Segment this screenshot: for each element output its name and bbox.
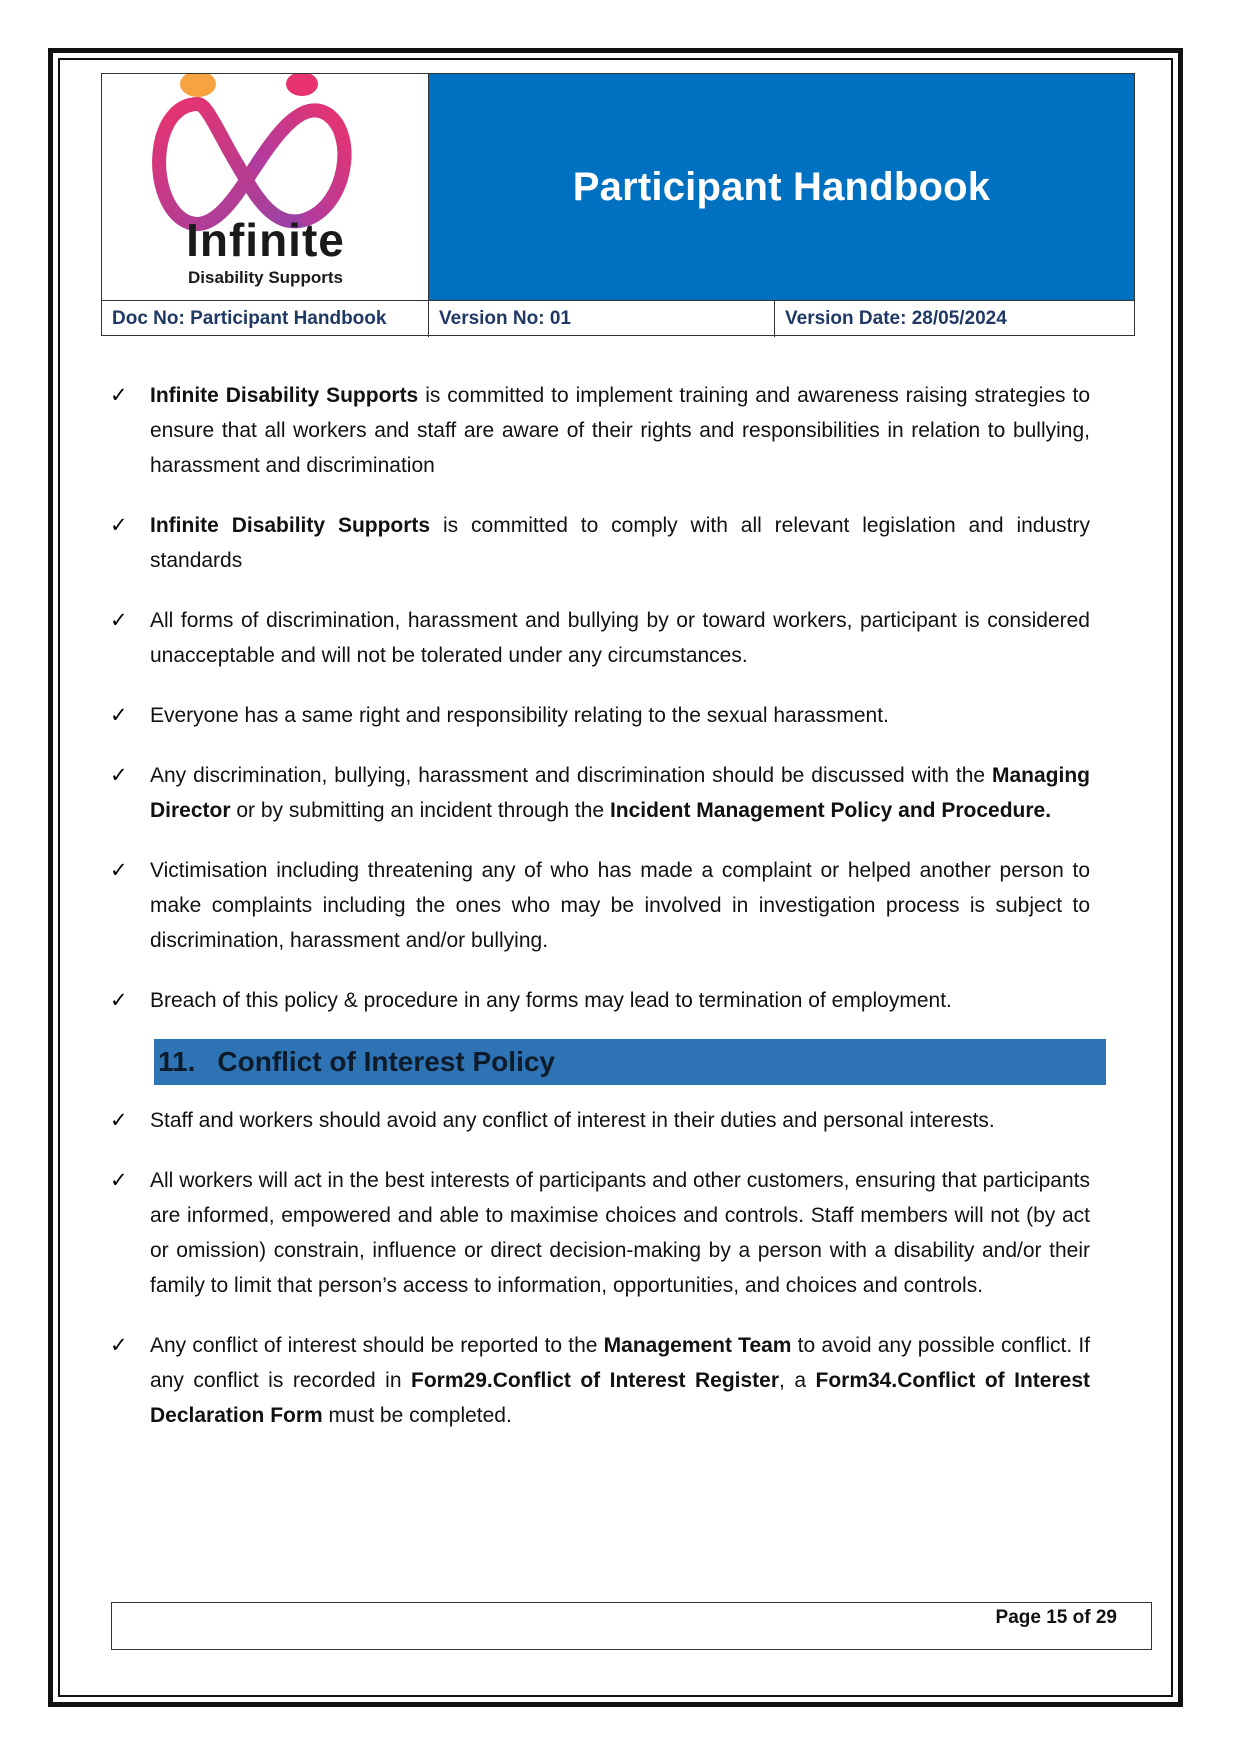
check-mark-icon: ✓ <box>110 383 128 407</box>
check-mark-icon: ✓ <box>110 703 128 727</box>
version-number: Version No: 01 <box>429 301 775 337</box>
document-title: Participant Handbook <box>572 164 991 209</box>
version-date: Version Date: 28/05/2024 <box>785 308 1007 329</box>
document-header <box>101 73 1135 336</box>
check-mark-icon: ✓ <box>110 1168 128 1192</box>
section-title: Conflict of Interest Policy <box>217 1046 555 1077</box>
check-mark-icon: ✓ <box>110 608 128 632</box>
item-text: to avoid any possible conflict. If any conflict is recorded in <box>150 1334 1090 1392</box>
item-text: or by submitting an incident through the <box>230 799 610 822</box>
list-item <box>110 853 1090 958</box>
check-mark-icon: ✓ <box>110 858 128 882</box>
document-body <box>110 378 1090 1458</box>
section-number: 11. <box>158 1046 196 1077</box>
check-mark-icon: ✓ <box>110 1108 128 1132</box>
check-mark-icon: ✓ <box>110 1333 128 1357</box>
list-item <box>110 698 1090 733</box>
list-item <box>110 1103 1090 1138</box>
org-name: Infinite Disability Supports <box>150 384 419 407</box>
meta-row <box>102 300 1134 337</box>
check-mark-icon: ✓ <box>110 513 128 537</box>
item-text: All workers will act in the best interests of participants and other customers, ensuring that participants are informed, empowered and able to maximise choices and controls. Staff members will not (by act or omission) constrain, influence or direct decision-making by a person with a disability and/or their family to limit that person’s access to information, opportunities, and choices and controls. <box>150 1169 1090 1297</box>
check-mark-icon: ✓ <box>110 763 128 787</box>
item-text: Any discrimination, bullying, harassment and discrimination should be discussed with the <box>150 764 992 787</box>
item-text: Any conflict of interest should be reported to the <box>150 1334 604 1357</box>
item-text: Everyone has a same right and responsibility relating to the sexual harassment. <box>150 704 889 727</box>
item-text: Victimisation including threatening any of who has made a complaint or helped another person to make complaints including the ones who may be involved in investigation process is subject to discrimination, harassment and/or bullying. <box>150 859 1090 952</box>
item-text: Breach of this policy & procedure in any forms may lead to termination of employment. <box>150 989 952 1012</box>
item-text: , a <box>779 1369 816 1392</box>
list-item <box>110 508 1090 578</box>
list-item <box>110 1328 1090 1433</box>
org-name: Infinite Disability Supports <box>150 514 431 537</box>
team-name: Management Team <box>603 1334 792 1357</box>
list-item <box>110 1163 1090 1303</box>
list-item <box>110 983 1090 1018</box>
item-text: Staff and workers should avoid any conflict of interest in their duties and personal interests. <box>150 1109 995 1132</box>
section-heading <box>154 1039 1106 1085</box>
title-cell <box>429 74 1134 300</box>
page-number: Page 15 of 29 <box>995 1607 1117 1628</box>
page-footer <box>111 1602 1152 1650</box>
form-reference: Form29.Conflict of Interest Register <box>411 1369 780 1392</box>
list-item <box>110 758 1090 828</box>
doc-number: Doc No: Participant Handbook <box>102 301 429 337</box>
item-text: is committed to implement training and awareness raising strategies to ensure that all workers and staff are aware of their rights and responsibilities in relation to bullying, harassment and discrimination <box>150 384 1090 477</box>
list-item <box>110 603 1090 673</box>
item-text: is committed to comply with all relevant legislation and industry standards <box>150 514 1090 572</box>
brand-tagline: Disability Supports <box>188 268 343 287</box>
item-text: All forms of discrimination, harassment and bullying by or toward workers, participant is considered unacceptable and will not be tolerated under any circumstances. <box>150 609 1090 667</box>
infinity-logo-icon <box>102 74 429 300</box>
logo-cell <box>102 74 429 300</box>
role-name: Managing Director <box>150 764 1090 822</box>
policy-reference: Incident Management Policy and Procedure. <box>609 799 1052 822</box>
form-reference: Form34.Conflict of Interest Declaration Form <box>150 1369 1090 1427</box>
brand-name: Infinite <box>186 214 345 266</box>
list-item <box>110 378 1090 483</box>
check-mark-icon: ✓ <box>110 988 128 1012</box>
item-text: must be completed. <box>322 1404 512 1427</box>
